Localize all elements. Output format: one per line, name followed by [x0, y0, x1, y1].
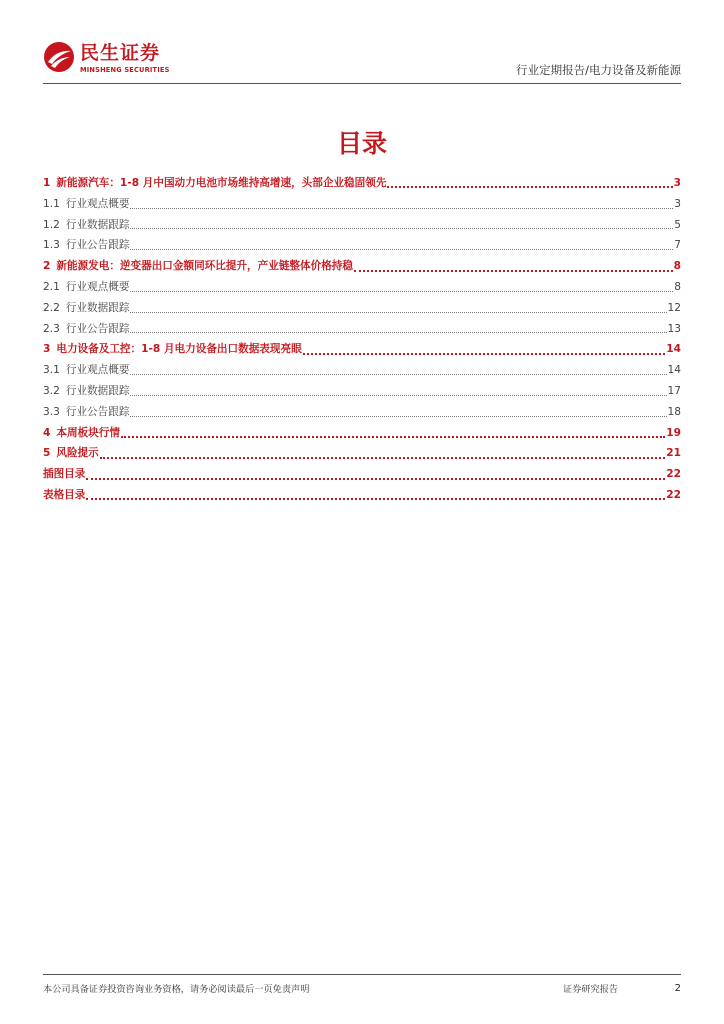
toc-leader-dots — [130, 416, 666, 417]
toc-entry-page: 5 — [674, 218, 681, 231]
toc-entry-chapter[interactable] — [43, 443, 681, 464]
toc-entry-text: 行业数据跟踪 — [65, 218, 130, 231]
toc-entry-text: 电力设备及工控：1-8 月电力设备出口数据表现亮眼 — [56, 343, 302, 356]
toc-entry-number: 1.1 — [43, 197, 60, 210]
toc-entry-section[interactable] — [43, 215, 681, 236]
toc-entry-number: 1.2 — [43, 218, 60, 231]
toc-entry-label — [43, 215, 129, 236]
toc-entry-page: 19 — [666, 426, 681, 439]
toc-leader-dots — [86, 478, 665, 480]
toc-entry-text: 插图目录 — [43, 468, 86, 481]
toc-leader-dots — [100, 457, 666, 459]
toc-entry-label — [43, 485, 85, 506]
toc-entry-page: 22 — [666, 468, 681, 481]
toc-entry-page: 8 — [674, 280, 681, 293]
toc-entry-text: 行业观点概要 — [65, 280, 130, 293]
toc-entry-section[interactable] — [43, 235, 681, 256]
toc-entry-text: 行业观点概要 — [65, 364, 130, 377]
header-divider — [43, 83, 681, 84]
toc-entry-page: 14 — [666, 343, 681, 356]
brand-logo — [43, 40, 183, 80]
toc-entry-chapter[interactable] — [43, 464, 681, 485]
toc-leader-dots — [121, 436, 665, 438]
toc-entry-text: 风险提示 — [56, 447, 99, 460]
brand-name-cn: 民生证券 — [80, 42, 161, 64]
toc-entry-chapter[interactable] — [43, 256, 681, 277]
toc-entry-number: 3.1 — [43, 364, 60, 377]
toc-entry-number: 3 — [43, 343, 51, 356]
toc-entry-page: 8 — [673, 260, 681, 273]
table-of-contents — [43, 173, 681, 506]
toc-entry-chapter[interactable] — [43, 173, 681, 194]
toc-entry-number: 3.3 — [43, 405, 60, 418]
toc-title: 目录 — [336, 129, 387, 158]
toc-entry-section[interactable] — [43, 381, 681, 402]
toc-entry-label — [43, 298, 129, 319]
toc-entry-label — [43, 319, 129, 340]
report-type: 行业定期报告/电力设备及新能源 — [516, 63, 681, 77]
toc-entry-page: 7 — [674, 239, 681, 252]
page-number: 2 — [674, 983, 681, 994]
toc-leader-dots — [303, 353, 666, 355]
toc-leader-dots — [130, 208, 673, 209]
toc-entry-text: 行业观点概要 — [65, 197, 130, 210]
toc-entry-text: 行业公告跟踪 — [65, 239, 130, 252]
toc-entry-page: 3 — [673, 177, 681, 189]
toc-entry-page: 21 — [666, 447, 681, 460]
toc-entry-section[interactable] — [43, 298, 681, 319]
toc-entry-chapter[interactable] — [43, 423, 681, 444]
toc-entry-label — [43, 443, 99, 464]
toc-entry-text: 行业数据跟踪 — [65, 301, 130, 314]
toc-entry-number: 3.2 — [43, 384, 60, 397]
toc-entry-number: 4 — [43, 426, 51, 439]
toc-entry-text: 表格目录 — [43, 488, 86, 501]
toc-entry-section[interactable] — [43, 194, 681, 215]
toc-leader-dots — [86, 498, 665, 500]
toc-entry-section[interactable] — [43, 319, 681, 340]
toc-entry-text: 本周板块行情 — [56, 426, 120, 439]
toc-entry-number: 1 — [43, 177, 51, 189]
toc-entry-label — [43, 360, 129, 381]
toc-entry-number: 2.3 — [43, 322, 60, 335]
toc-entry-section[interactable] — [43, 277, 681, 298]
toc-entry-number: 2 — [43, 260, 51, 273]
toc-entry-label — [43, 339, 302, 360]
toc-entry-number: 2.2 — [43, 301, 60, 314]
toc-entry-text: 新能源汽车：1-8 月中国动力电池市场维持高增速，头部企业稳固领先 — [56, 177, 387, 189]
toc-leader-dots — [130, 395, 666, 396]
toc-entry-section[interactable] — [43, 360, 681, 381]
toc-entry-chapter[interactable] — [43, 339, 681, 360]
toc-entry-page: 22 — [666, 488, 681, 501]
toc-leader-dots — [354, 270, 673, 272]
toc-entry-page: 18 — [667, 405, 681, 418]
toc-entry-page: 3 — [674, 197, 681, 210]
toc-leader-dots — [130, 374, 666, 375]
footer-disclaimer: 本公司具备证券投资咨询业务资格，请务必阅读最后一页免责声明 — [43, 984, 310, 995]
toc-entry-number: 5 — [43, 447, 51, 460]
page-header — [43, 40, 681, 84]
toc-entry-text: 新能源发电：逆变器出口金额同环比提升，产业链整体价格持稳 — [56, 260, 353, 273]
toc-leader-dots — [130, 249, 673, 250]
toc-entry-label — [43, 464, 85, 485]
toc-leader-dots — [130, 312, 666, 313]
footer-divider — [43, 974, 681, 975]
brand-name-en: MINSHENG SECURITIES — [80, 66, 170, 74]
minsheng-logo-icon — [43, 41, 75, 73]
toc-entry-label — [43, 402, 129, 423]
toc-entry-label — [43, 256, 353, 277]
toc-entry-label — [43, 235, 129, 256]
toc-entry-page: 17 — [667, 384, 681, 397]
toc-entry-text: 行业公告跟踪 — [65, 405, 130, 418]
toc-entry-label — [43, 194, 129, 215]
toc-entry-section[interactable] — [43, 402, 681, 423]
toc-entry-label — [43, 277, 129, 298]
toc-leader-dots — [130, 332, 666, 333]
toc-entry-label — [43, 173, 386, 194]
toc-entry-page: 13 — [667, 322, 681, 335]
toc-entry-label — [43, 423, 120, 444]
toc-leader-dots — [130, 291, 673, 292]
toc-entry-chapter[interactable] — [43, 485, 681, 506]
toc-entry-page: 14 — [667, 364, 681, 377]
toc-entry-text: 行业数据跟踪 — [65, 384, 130, 397]
toc-entry-label — [43, 381, 129, 402]
toc-entry-number: 2.1 — [43, 280, 60, 293]
footer-doc-type: 证券研究报告 — [563, 984, 619, 995]
toc-leader-dots — [387, 186, 672, 188]
toc-entry-text: 行业公告跟踪 — [65, 322, 130, 335]
toc-leader-dots — [130, 228, 673, 229]
toc-entry-number: 1.3 — [43, 239, 60, 252]
toc-entry-page: 12 — [667, 301, 681, 314]
